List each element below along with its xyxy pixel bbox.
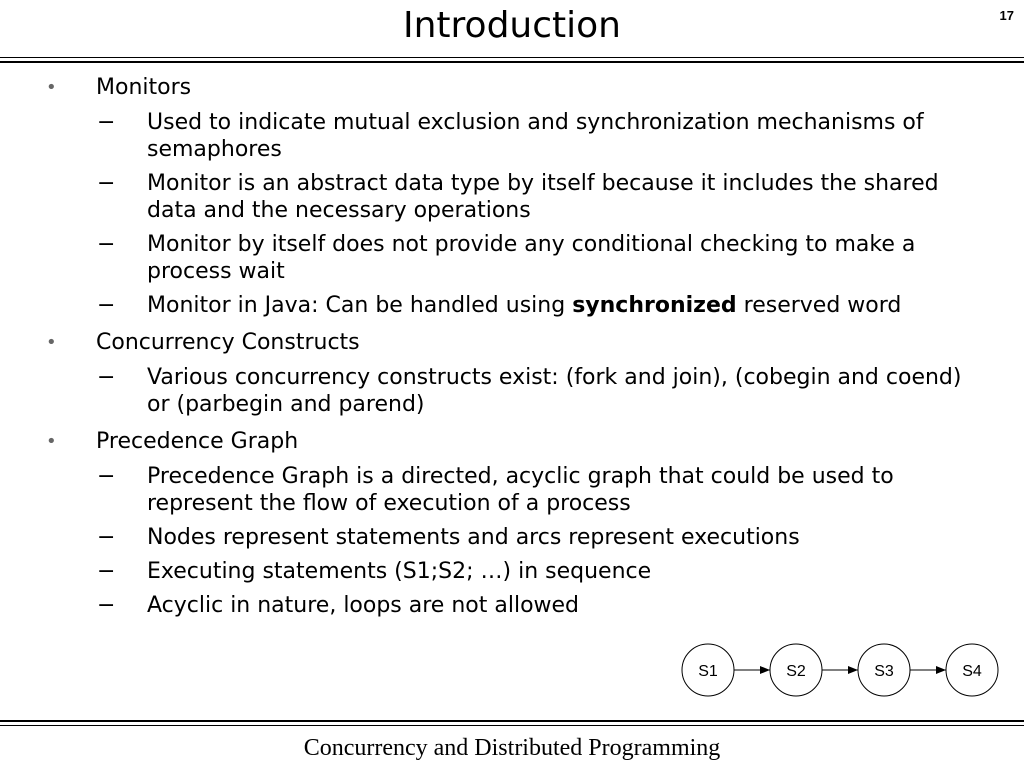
node-s3-label: S3 [874,663,894,680]
sub-item [0,524,1024,551]
sub-item-text-post: reserved word [736,293,902,318]
sub-item-text: Acyclic in nature, loops are not allowed [147,593,580,618]
bullet-text: Concurrency Constructs [96,330,360,355]
node-s2-label: S2 [786,663,806,680]
dash-marker: − [97,559,116,584]
bullet-text: Monitors [96,75,192,100]
node-s1-label: S1 [698,663,718,680]
slide-title: Introduction [402,5,621,46]
sub-list-concurrency [0,364,1024,418]
footer-rule-bottom [0,725,1024,726]
sub-item-text: Precedence Graph is a directed, acyclic graph that could be used to represent the flow of execution of a process [147,464,894,516]
sub-item [0,463,1024,517]
dash-marker: − [97,593,116,618]
node-s4-label: S4 [962,663,982,680]
sub-item-text: Monitor is an abstract data type by itself because it includes the shared data and the necessary operations [147,171,939,223]
sub-item [0,364,1024,418]
footer-rule-top [0,720,1024,722]
dash-marker: − [97,232,116,257]
bullet-dot: • [46,431,57,452]
sub-item-text: Nodes represent statements and arcs represent executions [147,525,800,550]
sub-item [0,292,1024,319]
sub-item-text: Executing statements (S1;S2; …) in sequence [147,559,652,584]
sub-item-text-pre: Monitor in Java: Can be handled using [147,293,573,318]
bullet-concurrency-constructs [0,329,1024,356]
dash-marker: − [97,365,116,390]
dash-marker: − [97,464,116,489]
sub-item-text: Various concurrency constructs exist: (fork and join), (cobegin and coend) or (parbegin and parend) [147,365,962,417]
bullet-monitors [0,74,1024,101]
sub-list-precedence [0,463,1024,619]
sub-item [0,558,1024,585]
keyword-synchronized: synchronized [572,293,737,318]
bullet-precedence-graph [0,428,1024,455]
sub-item [0,170,1024,224]
bullet-dot: • [46,332,57,353]
dash-marker: − [97,293,116,318]
bullet-dot: • [46,77,57,98]
slide-footer: Concurrency and Distributed Programming [303,735,721,761]
dash-marker: − [97,110,116,135]
sub-list-monitors [0,109,1024,319]
slide-number: 17 [999,8,1014,23]
precedence-graph-diagram [680,640,1000,700]
dash-marker: − [97,525,116,550]
bullet-text: Precedence Graph [96,429,299,454]
header-rule-top [0,57,1024,58]
slide-content [0,74,1024,629]
sub-item [0,592,1024,619]
sub-item-text: Monitor by itself does not provide any conditional checking to make a process wait [147,232,916,284]
sub-item [0,231,1024,285]
sub-item [0,109,1024,163]
header-rule-bottom [0,61,1024,63]
dash-marker: − [97,171,116,196]
sub-item-text: Used to indicate mutual exclusion and synchronization mechanisms of semaphores [147,110,924,162]
